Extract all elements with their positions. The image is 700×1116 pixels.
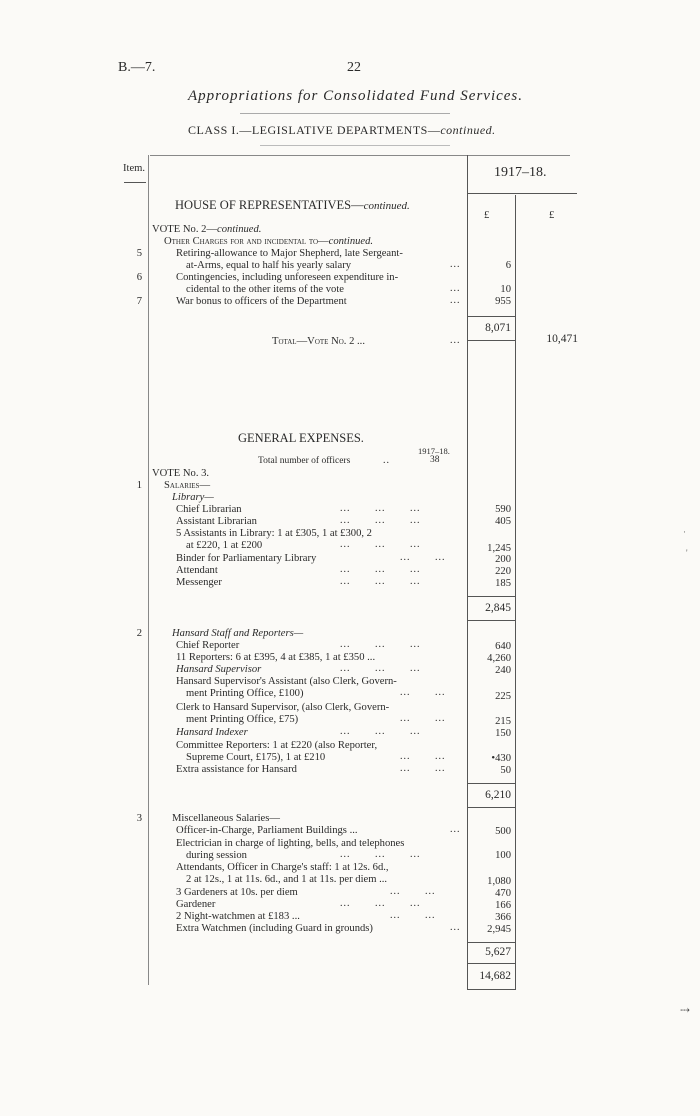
- row-amount: 1,080: [487, 876, 511, 887]
- hansard-subtotal: 6,210: [485, 789, 511, 801]
- vote-3-heading: VOTE No. 3.: [152, 468, 210, 479]
- row-label: Hansard Supervisor: [176, 664, 262, 675]
- subtotal-bottom-rule: [467, 963, 515, 964]
- row-label: 5 Assistants in Library: 1 at £305, 1 at £300, 2: [176, 528, 372, 539]
- library-subtotal: 2,845: [485, 602, 511, 614]
- margin-arrow-icon: ⤏: [680, 1003, 691, 1017]
- amount-column-right-rule: [515, 195, 516, 990]
- row-amount: 2,945: [487, 924, 511, 935]
- row-label: Attendant: [176, 565, 218, 576]
- leader-dots: ...: [450, 283, 461, 294]
- subtotal-bottom-rule: [467, 807, 515, 808]
- row-label: Electrician in charge of lighting, bells, and telephones: [176, 838, 405, 849]
- total-label: Total—Vote No. 2 ...: [272, 336, 365, 347]
- row-amount: 166: [495, 900, 511, 911]
- leader-dots: ... ... ...: [340, 539, 421, 550]
- row-label-cont: at £220, 1 at £200: [186, 540, 263, 551]
- row-label: War bonus to officers of the Department: [176, 296, 347, 307]
- row-label-cont: ment Printing Office, £100): [186, 688, 304, 699]
- year-column-header: 1917–18.: [494, 165, 547, 180]
- row-label: Gardener: [176, 899, 216, 910]
- misc-subtotal: 5,627: [485, 946, 511, 958]
- title-rule: [240, 113, 450, 114]
- class-heading: [188, 123, 496, 138]
- row-amount: 470: [495, 888, 511, 899]
- subtotal-rule: [467, 783, 515, 784]
- leader-dots: ... ... ...: [340, 663, 421, 674]
- leader-dots: ...: [450, 295, 461, 306]
- house-heading-cont: continued.: [363, 200, 410, 212]
- other-charges-cont: continued.: [328, 236, 374, 247]
- row-label: 3 Gardeners at 10s. per diem: [176, 887, 298, 898]
- leader-dots: ...: [450, 259, 461, 270]
- report-code: B.—7.: [118, 60, 156, 75]
- officers-count: 38: [430, 455, 440, 465]
- row-amount: 10: [500, 284, 511, 295]
- row-amount: 50: [500, 765, 511, 776]
- leader-dots: ...: [450, 922, 461, 933]
- row-label-cont: 2 at 12s., 1 at 11s. 6d., and 1 at 11s. per diem ...: [186, 874, 388, 885]
- row-amount: 185: [495, 578, 511, 589]
- row-label-cont: cidental to the other items of the vote: [186, 284, 344, 295]
- vote-2-total-label: [272, 336, 365, 348]
- officers-label: Total number of officers: [258, 456, 351, 466]
- library-heading: Library—: [172, 492, 214, 503]
- row-label: Committee Reporters: 1 at £220 (also Reporter,: [176, 740, 378, 751]
- item-number: 7: [136, 296, 142, 307]
- subtotal-rule: [467, 316, 515, 317]
- item-header-rule: [124, 182, 146, 183]
- leader-dots: ... ... ...: [340, 898, 421, 909]
- leader-dots: ... ... ...: [340, 639, 421, 650]
- row-label: Chief Reporter: [176, 640, 240, 651]
- salaries-heading: Salaries—: [164, 480, 211, 491]
- leader-dots: ... ... ...: [340, 503, 421, 514]
- row-label: Assistant Librarian: [176, 516, 257, 527]
- hansard-heading: Hansard Staff and Reporters—: [172, 628, 304, 639]
- row-amount: 590: [495, 504, 511, 515]
- amount-column-left-rule: [467, 155, 468, 990]
- leader-dots: ... ...: [400, 713, 446, 724]
- officers-year: 1917–18.: [418, 446, 450, 456]
- row-amount: 366: [495, 912, 511, 923]
- row-amount: 6: [505, 260, 511, 271]
- grand-subtotal-rule: [467, 989, 515, 990]
- item-number: 1: [136, 480, 142, 491]
- margin-mark-icon: ': [686, 548, 688, 558]
- row-amount: 640: [495, 641, 511, 652]
- row-label: Hansard Indexer: [176, 727, 248, 738]
- vote-2-heading: [152, 224, 261, 236]
- item-number: 6: [136, 272, 142, 283]
- row-amount: 4,260: [487, 653, 511, 664]
- row-label: Chief Librarian: [176, 504, 242, 515]
- row-amount: 240: [495, 665, 511, 676]
- row-label: Extra assistance for Hansard: [176, 764, 297, 775]
- row-amount: 955: [495, 296, 511, 307]
- house-heading: [175, 198, 410, 213]
- row-amount: 405: [495, 516, 511, 527]
- leader-dots: ... ...: [400, 687, 446, 698]
- leader-dots: ... ...: [400, 552, 446, 563]
- other-charges-main: Other Charges for and incidental to—: [164, 236, 329, 247]
- row-label: 2 Night-watchmen at £183 ...: [176, 911, 300, 922]
- pound-symbol-1: £: [484, 210, 490, 221]
- leader-dots: ... ... ...: [340, 515, 421, 526]
- vote-2-subtotal: 8,071: [485, 322, 511, 334]
- vote-2-main: VOTE No. 2—: [152, 224, 218, 235]
- year-header-rule: [467, 193, 577, 194]
- leader-dots: ... ... ...: [340, 726, 421, 737]
- vote-2-total: 10,471: [546, 333, 578, 345]
- row-amount: 1,245: [487, 543, 511, 554]
- class-heading-cont: continued.: [440, 123, 496, 137]
- row-label-cont: ment Printing Office, £75): [186, 714, 299, 725]
- row-amount: 225: [495, 691, 511, 702]
- row-amount: 220: [495, 566, 511, 577]
- leader-dots: ... ...: [390, 910, 436, 921]
- leader-dots: ... ... ...: [340, 564, 421, 575]
- leader-dots: ... ... ...: [340, 576, 421, 587]
- row-label: Retiring-allowance to Major Shepherd, late Sergeant-: [176, 248, 403, 259]
- subtotal-rule: [467, 596, 515, 597]
- item-number: 2: [136, 628, 142, 639]
- other-charges-subheading: [164, 236, 373, 248]
- page-title: Appropriations for Consolidated Fund Services.: [188, 88, 524, 104]
- misc-heading: Miscellaneous Salaries—: [172, 813, 280, 824]
- leader-dots: ..: [383, 455, 390, 466]
- general-expenses-heading: GENERAL EXPENSES.: [238, 431, 364, 445]
- row-label: Hansard Supervisor's Assistant (also Clerk, Govern-: [176, 676, 397, 687]
- item-column-rule: [148, 155, 149, 985]
- item-number: 3: [136, 813, 142, 824]
- margin-mark-icon: ·: [683, 527, 686, 537]
- class-heading-main: CLASS I.—LEGISLATIVE DEPARTMENTS—: [188, 123, 441, 137]
- row-label: Attendants, Officer in Charge's staff: 1 at 12s. 6d.,: [176, 862, 389, 873]
- row-amount: 150: [495, 728, 511, 739]
- leader-dots: ...: [450, 335, 461, 346]
- house-heading-main: HOUSE OF REPRESENTATIVES—: [175, 198, 364, 212]
- leader-dots: ... ...: [400, 751, 446, 762]
- row-amount: 100: [495, 850, 511, 861]
- item-number: 5: [136, 248, 142, 259]
- row-amount: 200: [495, 554, 511, 565]
- subtotal-bottom-rule: [467, 620, 515, 621]
- row-amount: •430: [491, 753, 511, 764]
- leader-dots: ...: [450, 824, 461, 835]
- row-label: Binder for Parliamentary Library: [176, 553, 317, 564]
- row-label: Extra Watchmen (including Guard in grounds): [176, 923, 373, 934]
- row-label: Clerk to Hansard Supervisor, (also Clerk, Govern-: [176, 702, 390, 713]
- row-label: Messenger: [176, 577, 222, 588]
- salaries-grand-subtotal: 14,682: [479, 970, 511, 982]
- row-label: Contingencies, including unforeseen expenditure in-: [176, 272, 399, 283]
- row-label-cont: during session: [186, 850, 247, 861]
- row-amount: 215: [495, 716, 511, 727]
- class-rule: [260, 145, 450, 146]
- row-label-cont: Supreme Court, £175), 1 at £210: [186, 752, 326, 763]
- item-column-header: Item.: [123, 163, 146, 174]
- header-top-rule: [150, 155, 570, 156]
- page-number: 22: [347, 60, 361, 75]
- subtotal-rule: [467, 942, 515, 943]
- leader-dots: ... ... ...: [340, 849, 421, 860]
- pound-symbol-2: £: [549, 210, 555, 221]
- row-amount: 500: [495, 826, 511, 837]
- row-label: 11 Reporters: 6 at £395, 4 at £385, 1 at £350 ...: [176, 652, 376, 663]
- leader-dots: ... ...: [390, 886, 436, 897]
- leader-dots: ... ...: [400, 763, 446, 774]
- subtotal-bottom-rule: [467, 340, 515, 341]
- row-label: Officer-in-Charge, Parliament Buildings ...: [176, 825, 358, 836]
- vote-2-cont: continued.: [217, 224, 262, 235]
- row-label-cont: at-Arms, equal to half his yearly salary: [186, 260, 352, 271]
